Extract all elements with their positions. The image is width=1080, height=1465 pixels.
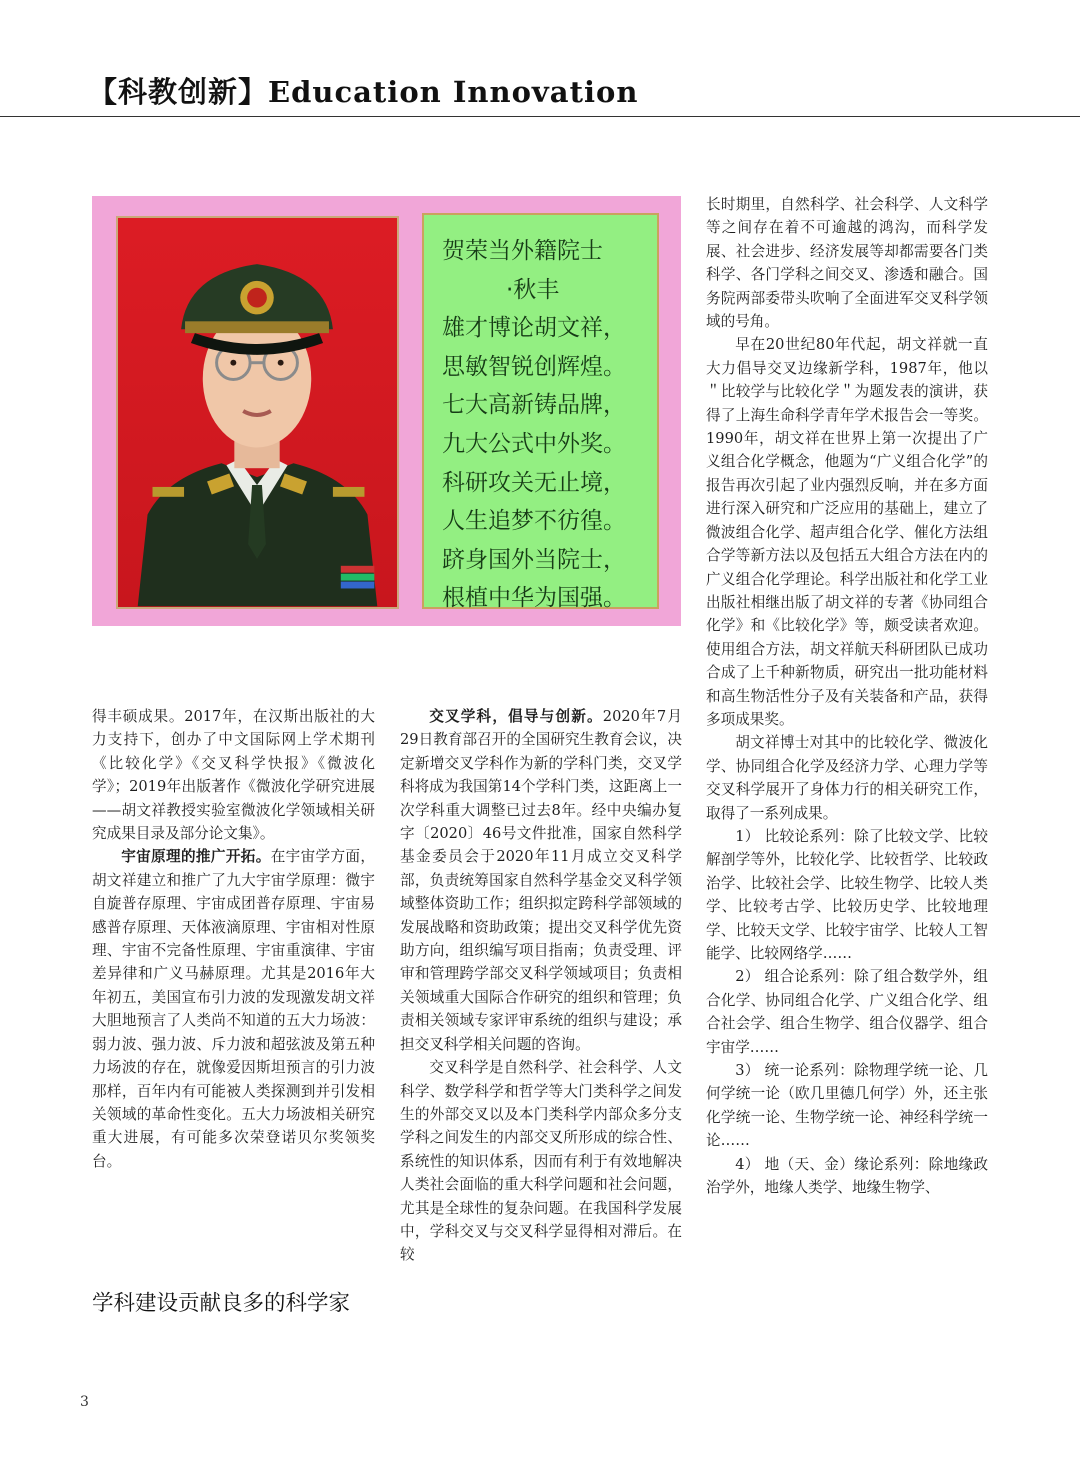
poem-line: 思敏智锐创辉煌。 xyxy=(442,353,626,380)
header-divider xyxy=(0,116,1080,117)
paragraph: 长时期里，自然科学、社会科学、人文科学等之间存在着不可逾越的鸿沟，而科学发展、社会进步、经济发展等却都需要各门类科学、各门学科之间交叉、渗透和融合。国务院两部委带头吹响了全面进军交叉科学领域的号角。 xyxy=(706,196,988,331)
paragraph-text: 2020年7月29日教育部召开的全国研究生教育会议，决定新增交叉学科作为新的学科门类，交叉学科将成为我国第14个学科门类，这距离上一次学科重大调整已过去8年。经中央编办复字〔2020〕46号文件批准，国家自然科学基金委员会于2020年11月成立交叉科学部，负责统筹国家自然科学基金交叉科学领域整体资助工作；组织拟定跨科学部领域的发展战略和资助政策；提出交叉科学优先资助方向，组织编写项目指南；负责受理、评审和管理跨学部交叉科学领域项目；负责相关领域重大国际合作研究的组织和管理；负责相关领域专家评审系统的组织与建设；承担交叉科学相关问题的咨询。 xyxy=(400,708,682,1053)
paragraph-lead: 宇宙原理的推广开拓。 xyxy=(121,848,271,866)
paragraph xyxy=(92,845,375,1173)
article-column-left xyxy=(92,705,375,1173)
poem-author: ·秋丰 xyxy=(506,276,560,303)
poem-title: 贺荣当外籍院士 xyxy=(442,238,603,264)
list-item: 1） 比较论系列：除了比较文学、比较解剖学等外，比较化学、比较哲学、比较政治学、比较社会学、比较生物学、比较人类学、比较考古学、比较历史学、比较地理学、比较天文学、比较宇宙学、比较人工智能学、比较网络学…… xyxy=(706,827,988,962)
page-number: 3 xyxy=(80,1394,89,1410)
paragraph: 得丰硕成果。2017年，在汉斯出版社的大力支持下，创办了中文国际网上学术期刊《比较化学》《交叉科学快报》《微波化学》；2019年出版著作《微波化学研究进展——胡文祥教授实验室微波化学领域相关研究成果目录及部分论文集》。 xyxy=(92,708,375,843)
poem-line: 科研攻关无止境， xyxy=(442,469,626,496)
paragraph xyxy=(400,705,682,1056)
list-item: 3） 统一论系列：除物理学统一论、几何学统一论（欧几里德几何学）外，还主张化学统一论、生物学统一论、神经科学统一论…… xyxy=(706,1062,988,1150)
poem-line: 九大公式中外奖。 xyxy=(442,430,626,457)
portrait-photo xyxy=(116,216,399,609)
list-item: 2） 组合论系列：除了组合数学外，组合化学、协同组合化学、广义组合化学、组合社会学、组合生物学、组合仪器学、组合宇宙学…… xyxy=(706,968,988,1056)
poem-line: 雄才博论胡文祥， xyxy=(442,315,626,342)
poem-line: 七大高新铸品牌， xyxy=(442,392,626,419)
paragraph: 交叉科学是自然科学、社会科学、人文科学、数学科学和哲学等大门类科学之间发生的外部交叉以及本门类科学内部众多分支学科之间发生的内部交叉所形成的综合性、系统性的知识体系，因而有利于有效地解决人类社会面临的重大科学问题和社会问题，尤其是全球性的复杂问题。在我国科学发展中，学科交叉与交叉科学显得相对滞后。在较 xyxy=(400,1059,682,1264)
photo-panel xyxy=(92,196,681,626)
paragraph: 早在20世纪80年代起，胡文祥就一直大力倡导交叉边缘新学科，1987年，他以＂比较学与比较化学＂为题发表的演讲，获得了上海生命科学青年学术报告会一等奖。1990年，胡文祥在世界上第一次提出了广义组合化学概念，他题为“广义组合化学”的报告再次引起了业内强烈反响，并在多方面进行深入研究和广泛应用的基础上，建立了微波组合化学、超声组合化学、催化方法组合学等新方法以及包括五大组合方法在内的广义组合化学理论。科学出版社和化学工业出版社相继出版了胡文祥的专著《协同组合化学》和《比较化学》等，颇受读者欢迎。使用组合方法，胡文祥航天科研团队已成功合成了上千种新物质，研究出一批功能材料和高生物活性分子及有关装备和产品，获得多项成果奖。 xyxy=(706,336,988,728)
paragraph: 胡文祥博士对其中的比较化学、微波化学、协同组合化学及经济力学、心理力学等交叉科学展开了身体力行的相关研究工作，取得了一系列成果。 xyxy=(706,734,988,822)
paragraph-text: 在宇宙学方面，胡文祥建立和推广了九大宇宙学原理：微宇自旋普存原理、宇宙成团普存原理、宇宙易感普存原理、天体液滴原理、宇宙相对性原理、宇宙不完备性原理、宇宙重演律、宇宙差异律和广义马赫原理。尤其是2016年大年初五，美国宣布引力波的发现激发胡文祥大胆地预言了人类尚不知道的五大力场波：弱力波、强力波、斥力波和超弦波及第五种力场波的存在，就像爱因斯坦预言的引力波那样，百年内有可能被人类探测到并引发相关领域的革命性变化。五大力场波相关研究重大进展，有可能多次荣登诺贝尔奖领奖台。 xyxy=(92,848,375,1170)
list-item: 4） 地（天、金）缘论系列：除地缘政治学外，地缘人类学、地缘生物学、 xyxy=(706,1155,988,1197)
page-header-title: 【科教创新】Education Innovation xyxy=(88,75,639,109)
article-column-right xyxy=(706,193,988,1199)
poem-box xyxy=(422,213,659,612)
poem-line: 人生追梦不彷徨。 xyxy=(442,508,626,535)
paragraph-lead: 交叉学科，倡导与创新。 xyxy=(429,708,603,725)
portrait-illustration xyxy=(118,218,397,607)
article-column-middle xyxy=(400,705,682,1267)
poem-line: 跻身国外当院士， xyxy=(442,546,626,573)
poem-line: 根植中华为国强。 xyxy=(442,585,626,612)
section-heading: 学科建设贡献良多的科学家 xyxy=(92,1291,351,1316)
